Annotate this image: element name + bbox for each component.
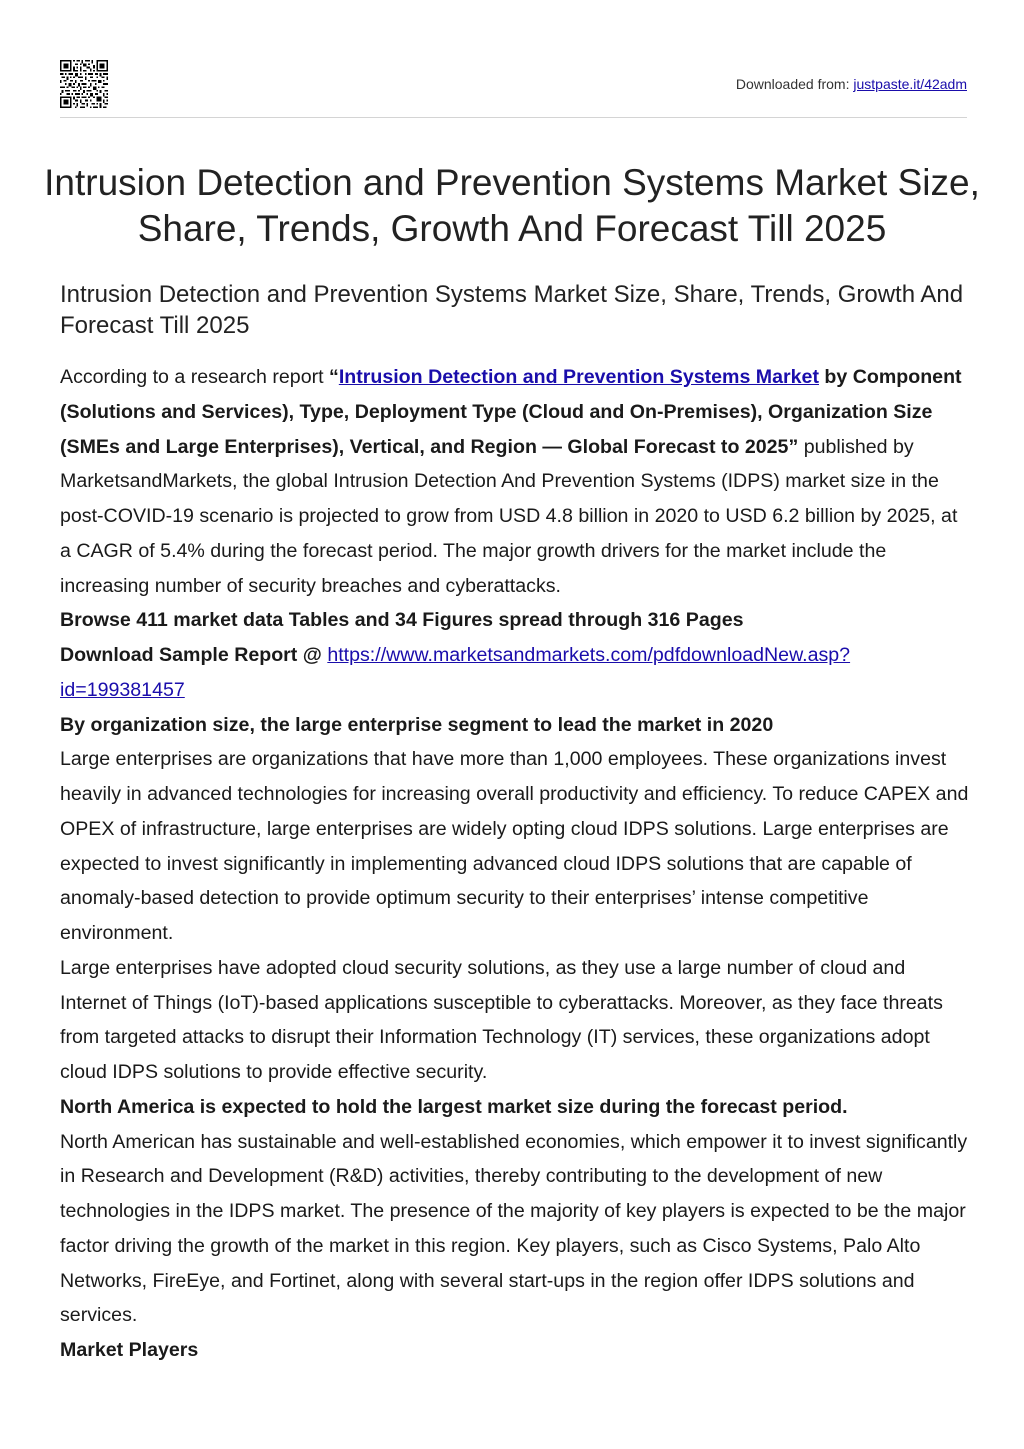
intro-paragraph	[60, 360, 970, 603]
market-players-heading-text: Market Players	[60, 1339, 199, 1361]
sample-link-part-2: id=199381457	[60, 678, 185, 701]
page-subtitle: Intrusion Detection and Prevention Systems Market Size, Share, Trends, Growth And Forecast Till 2025	[60, 281, 964, 339]
sample-link-part-1: https://www.marketsandmarkets.com/pdfdownloadNew.asp?	[327, 644, 851, 666]
north-america-heading-text: North America is expected to hold the largest market size during the forecast period.	[60, 1095, 848, 1118]
sample-label: Download Sample Report @	[60, 644, 328, 666]
market-players-heading	[60, 1333, 970, 1368]
org-size-paragraph-2: Large enterprises have adopted cloud security solutions, as they use a large number of cloud and Internet of Things (IoT)-based applications susceptible to cyberattacks. Moreover, as they face threats from targeted attacks to disrupt their Information Technology (IT) services, these organizations adopt cloud IDPS solutions to provide effective security.	[60, 956, 943, 1083]
intro-body: published by MarketsandMarkets, the global Intrusion Detection And Prevention Systems (IDPS) market size in the post-COVID-19 scenario is projected to grow from USD 4.8 billion in 2020 to USD 6.2 billion by 2025, at a CAGR of 5.4% during the forecast period. The major growth drivers for the market include the increasing number of security breaches and cyberattacks.	[60, 435, 958, 597]
north-america-heading	[60, 1090, 970, 1125]
org-size-heading-text: By organization size, the large enterprise segment to lead the market in 2020	[60, 713, 774, 736]
downloaded-label: Downloaded from:	[735, 76, 850, 92]
org-size-heading	[60, 708, 970, 743]
article-body	[60, 360, 970, 1368]
source-link[interactable]: justpaste.it/42adm	[853, 76, 967, 92]
page-header	[60, 60, 967, 118]
browse-text: Browse 411 market data Tables and 34 Figures spread through 316 Pages	[60, 609, 744, 632]
browse-line	[60, 603, 970, 638]
intro-lead: According to a research report	[60, 366, 330, 388]
qr-code-icon	[60, 60, 108, 108]
page-title: Intrusion Detection and Prevention Systems Market Size, Share, Trends, Growth And Forecast Till 2025	[44, 162, 980, 249]
sample-line	[60, 638, 970, 708]
north-america-paragraph: North American has sustainable and well-established economies, which empower it to invest significantly in Research and Development (R&D) activities, thereby contributing to the development of new technologies in the IDPS market. The presence of the majority of key players is expected to be the major factor driving the growth of the market in this region. Key players, such as Cisco Systems, Palo Alto Networks, FireEye, and Fortinet, along with several start-ups in the region offer IDPS solutions and services.	[60, 1130, 968, 1327]
org-size-paragraph-1: Large enterprises are organizations that have more than 1,000 employees. These organizations invest heavily in advanced technologies for increasing overall productivity and efficiency. To reduce CAPEX and OPEX of infrastructure, large enterprises are widely opting cloud IDPS solutions. Large enterprises are expected to invest significantly in implementing advanced cloud IDPS solutions that are capable of anomaly-based detection to provide optimum security to their enterprises’ intense competitive environment.	[60, 748, 969, 944]
quote-open: “	[329, 366, 339, 388]
report-link[interactable]: Intrusion Detection and Prevention Systems Market	[338, 366, 819, 388]
downloaded-from	[736, 76, 967, 92]
report-title-rest: by Component (Solutions and Services), Type, Deployment Type (Cloud and On-Premises), Organization Size (SMEs and Large Enterprises), Vertical, and Region — Global Forecast to 2025”	[60, 366, 962, 458]
